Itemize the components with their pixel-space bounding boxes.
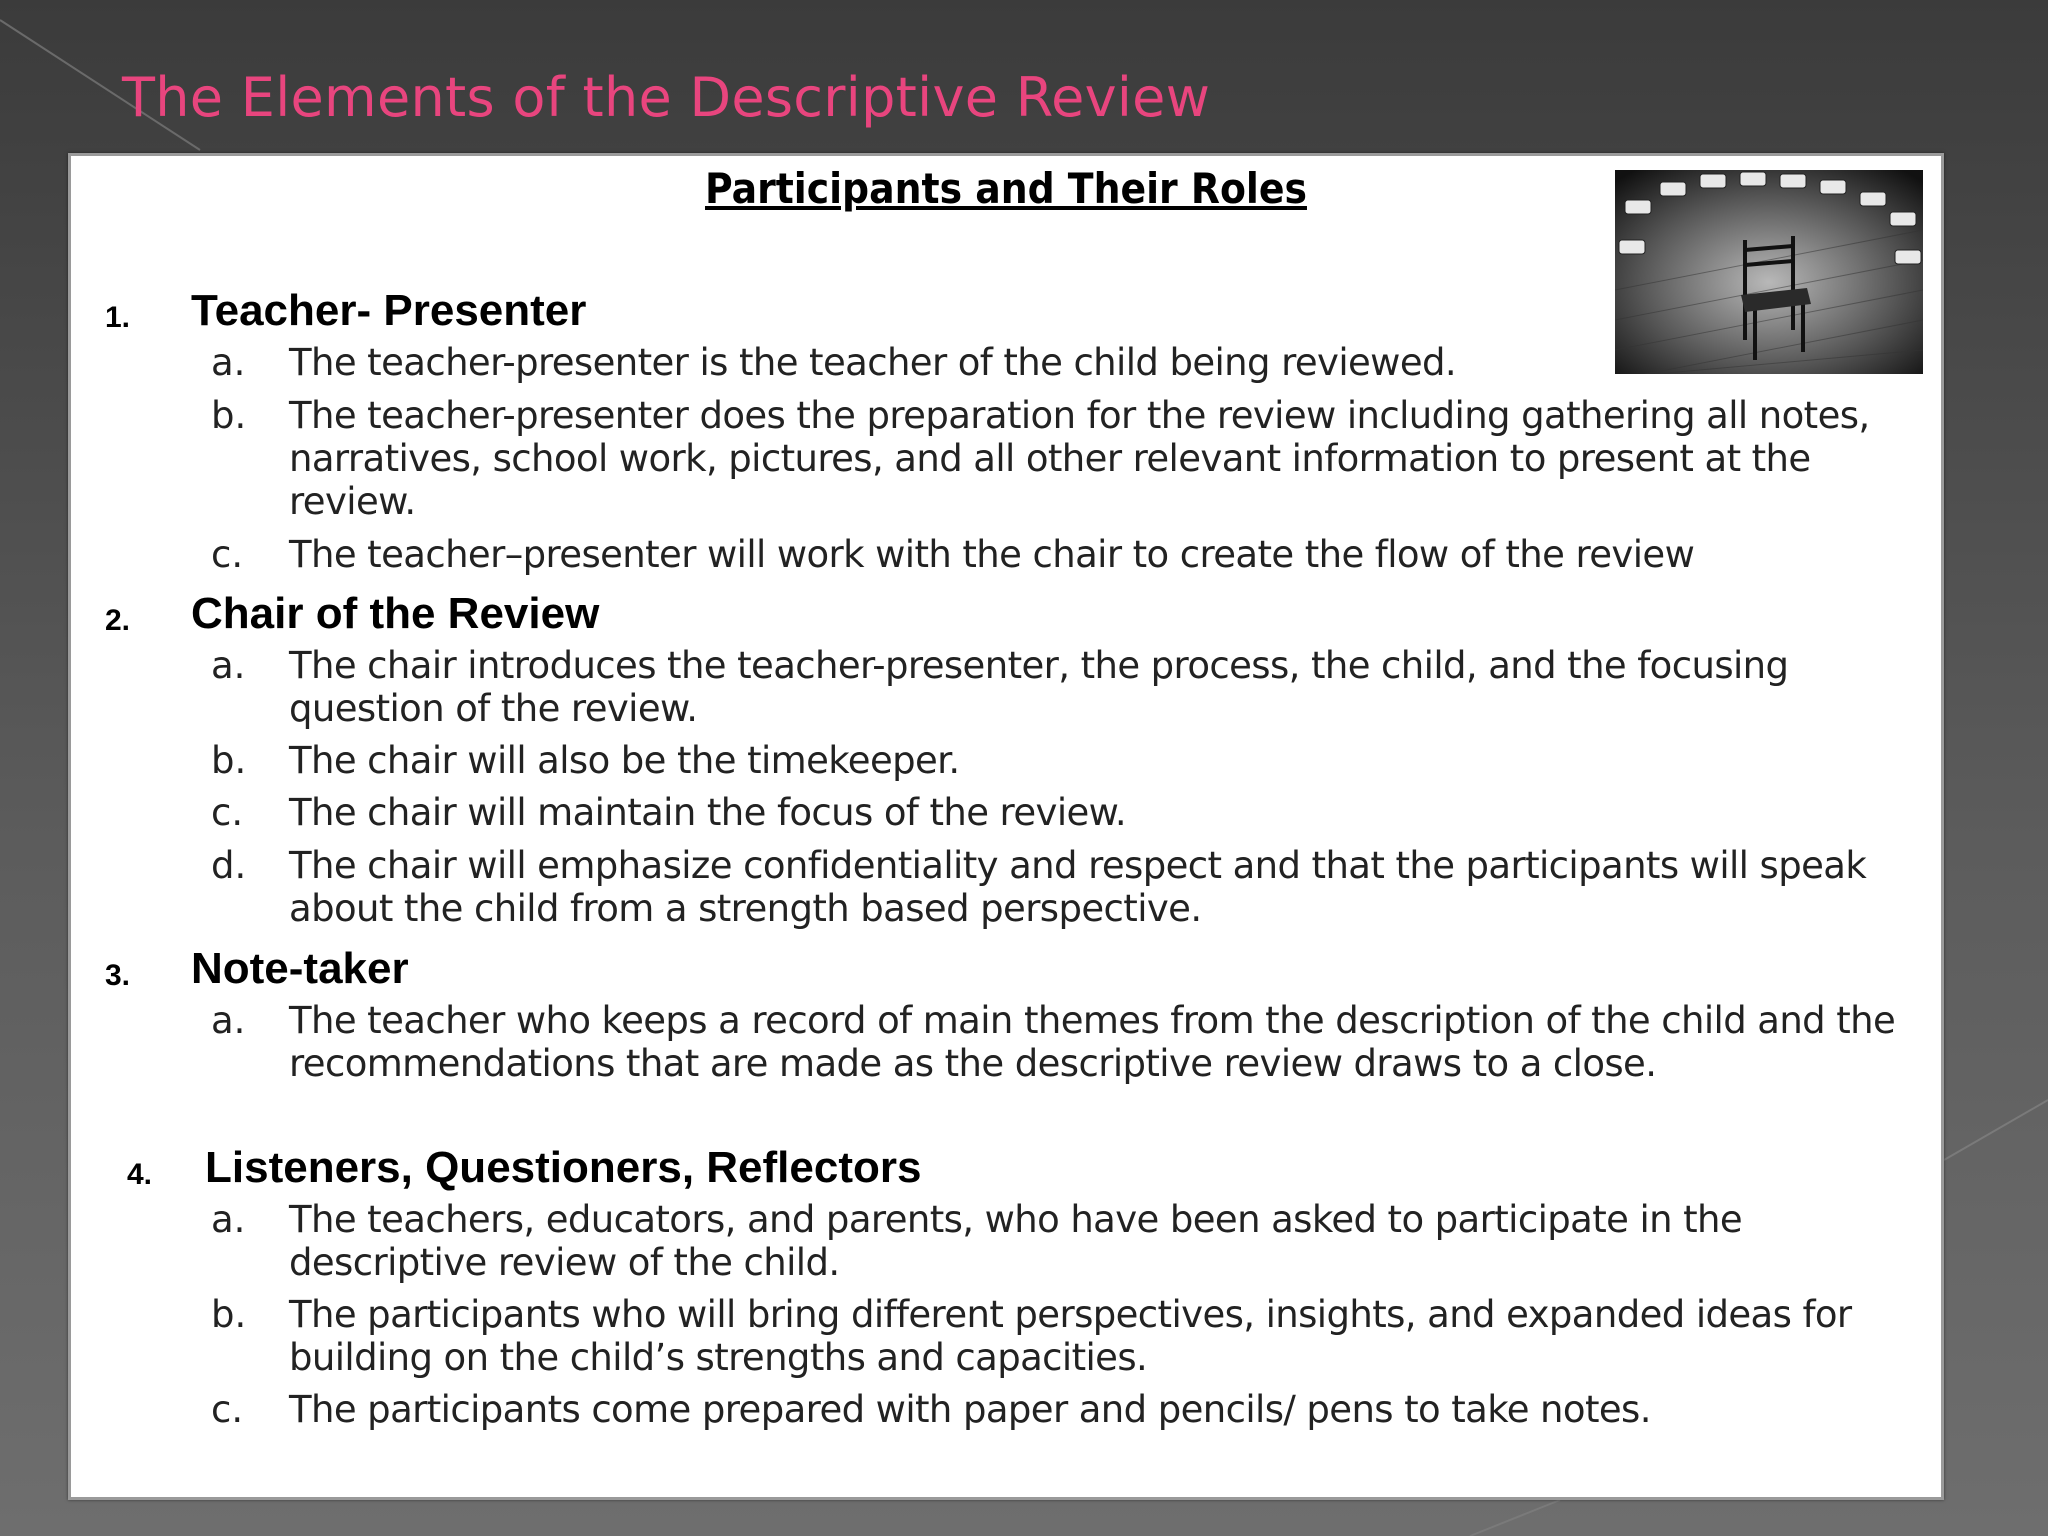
item-letter: c. [211,533,244,576]
item-text: The chair will emphasize confidentiality and respect and that the participants will speak about the child from a strength based perspective. [289,844,1867,930]
item-text: The participants who will bring different perspectives, insights, and expanded ideas for building on the child’s strengths and capacities. [289,1293,1852,1379]
item-letter: a. [211,644,246,687]
item-text: The teacher–presenter will work with the chair to create the flow of the review [289,533,1695,576]
role-title: Chair of the Review [191,589,600,638]
item-text: The chair introduces the teacher-presenter, the process, the child, and the focusing question of the review. [289,644,1789,730]
item-text: The teacher who keeps a record of main themes from the description of the child and the recommendations that are made as the descriptive review draws to a close. [289,999,1896,1085]
item-text: The teachers, educators, and parents, who have been asked to participate in the descriptive review of the child. [289,1198,1743,1284]
item-letter: b. [211,1293,247,1336]
item-text: The chair will also be the timekeeper. [289,739,960,782]
role-title: Listeners, Questioners, Reflectors [205,1143,922,1192]
role-number: 4. [127,1158,153,1191]
role-title: Note-taker [191,944,409,993]
section-heading: Participants and Their Roles [705,164,1307,213]
item-letter: d. [211,844,247,887]
item-letter: a. [211,341,246,384]
item-letter: a. [211,999,246,1042]
item-text: The teacher-presenter does the preparation for the review including gathering all notes, narratives, school work, pictures, and all other relevant information to present at the review. [289,394,1870,523]
item-text: The chair will maintain the focus of the review. [289,791,1127,834]
item-letter: b. [211,394,247,437]
role-number: 1. [105,301,131,334]
item-letter: c. [211,1388,244,1431]
content-box [68,153,1944,1500]
role-title: Teacher- Presenter [191,286,587,335]
slide-title: The Elements of the Descriptive Review [122,66,1211,129]
role-number: 3. [105,959,131,992]
item-letter: c. [211,791,244,834]
item-letter: b. [211,739,247,782]
item-text: The teacher-presenter is the teacher of the child being reviewed. [289,341,1457,384]
item-letter: a. [211,1198,246,1241]
item-text: The participants come prepared with paper and pencils/ pens to take notes. [289,1388,1651,1431]
role-number: 2. [105,604,131,637]
